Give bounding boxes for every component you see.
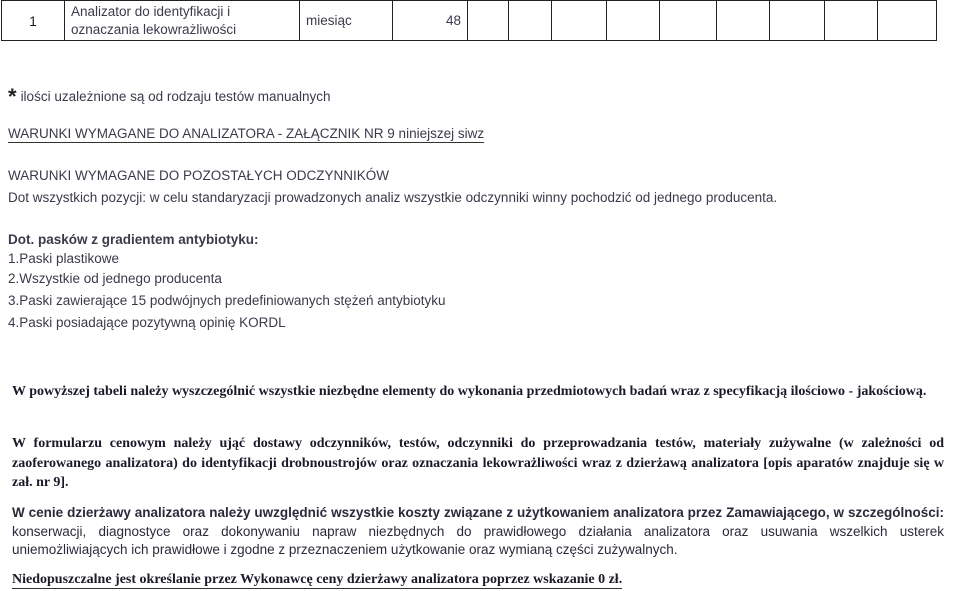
empty-cell [770, 1, 825, 41]
analyzer-requirements-line [8, 126, 484, 141]
empty-cell [607, 1, 660, 41]
item-name [65, 1, 300, 41]
strips-heading: Dot. pasków z gradientem antybiotyku: [8, 232, 259, 247]
table-row [2, 1, 937, 41]
final-note: Niedopuszczalne jest określanie przez Wykonawcę ceny dzierżawy analizatora poprzez wskazanie 0 zł. [12, 572, 623, 587]
items-table [1, 0, 937, 41]
paragraph-price-form: W formularzu cenowym należy ująć dostawy odczynników, testów, odczynniki do przeprowadzania testów, materiały zużywalne (w zależności od zaoferowanego analizatora) do identyfikacji drobnoustrojów oraz oznaczania lekowrażliwości wraz z dzierżawą analizatora [opis aparatów znajduje się w zał. nr 9]. [12, 436, 944, 490]
analyzer-requirements-link: WARUNKI WYMAGANE DO ANALIZATORA - ZAŁĄCZNIK NR 9 niniejszej siwz [8, 126, 485, 141]
reagents-heading: WARUNKI WYMAGANE DO POZOSTAŁYCH ODCZYNNIKÓW [8, 168, 390, 183]
unit-cell: miesiąc [300, 1, 393, 41]
empty-cell [468, 1, 509, 41]
lease-costs-bold: W cenie dzierżawy analizatora należy uwzględnić wszystkie koszty związane z użytkowaniem analizatora przez Zamawiającego, w szczególności: [12, 505, 944, 520]
asterisk-mark: * [8, 84, 17, 109]
reagents-text: Dot wszystkich pozycji: w celu standaryzacji prowadzonych analiz wszystkie odczynniki winny pochodzić od jednego producenta. [8, 190, 778, 205]
quantity-note [8, 84, 331, 110]
paragraph-table-details: W powyższej tabeli należy wyszczególnić wszystkie niezbędne elementy do wykonania przedmiotowych badań wraz z specyfikacją ilościowo - jakościową. [12, 384, 927, 399]
empty-cell [717, 1, 770, 41]
strips-item-3: 3.Paski zawierające 15 podwójnych predefiniowanych stężeń antybiotyku [8, 293, 446, 308]
strips-item-1: 1.Paski plastikowe [8, 251, 120, 266]
empty-cell [825, 1, 878, 41]
lease-costs-rest: konserwacji, diagnostyce oraz dokonywaniu napraw niezbędnych do prawidłowego działania analizatora oraz usuwania wszelkich usterek uniemożliwiających ich prawidłowe i zgodne z przeznaczeniem użytkowanie oraz wymianą części zużywalnych. [12, 523, 944, 557]
quantity-note-text: ilości uzależnione są od rodzaju testów manualnych [20, 89, 331, 104]
row-number: 1 [2, 1, 65, 41]
empty-cell [552, 1, 607, 41]
paragraph-lease-costs [12, 504, 944, 560]
strips-item-2: 2.Wszystkie od jednego producenta [8, 271, 222, 286]
item-name-line1: Analizator do identyfikacji i [71, 3, 231, 19]
quantity-cell: 48 [393, 1, 468, 41]
empty-cell [878, 1, 937, 41]
empty-cell [660, 1, 717, 41]
final-note-line [12, 572, 622, 588]
empty-cell [509, 1, 552, 41]
item-name-line2: oznaczania lekowrażliwości [71, 21, 237, 37]
strips-item-4: 4.Paski posiadające pozytywną opinię KORDL [8, 315, 286, 330]
